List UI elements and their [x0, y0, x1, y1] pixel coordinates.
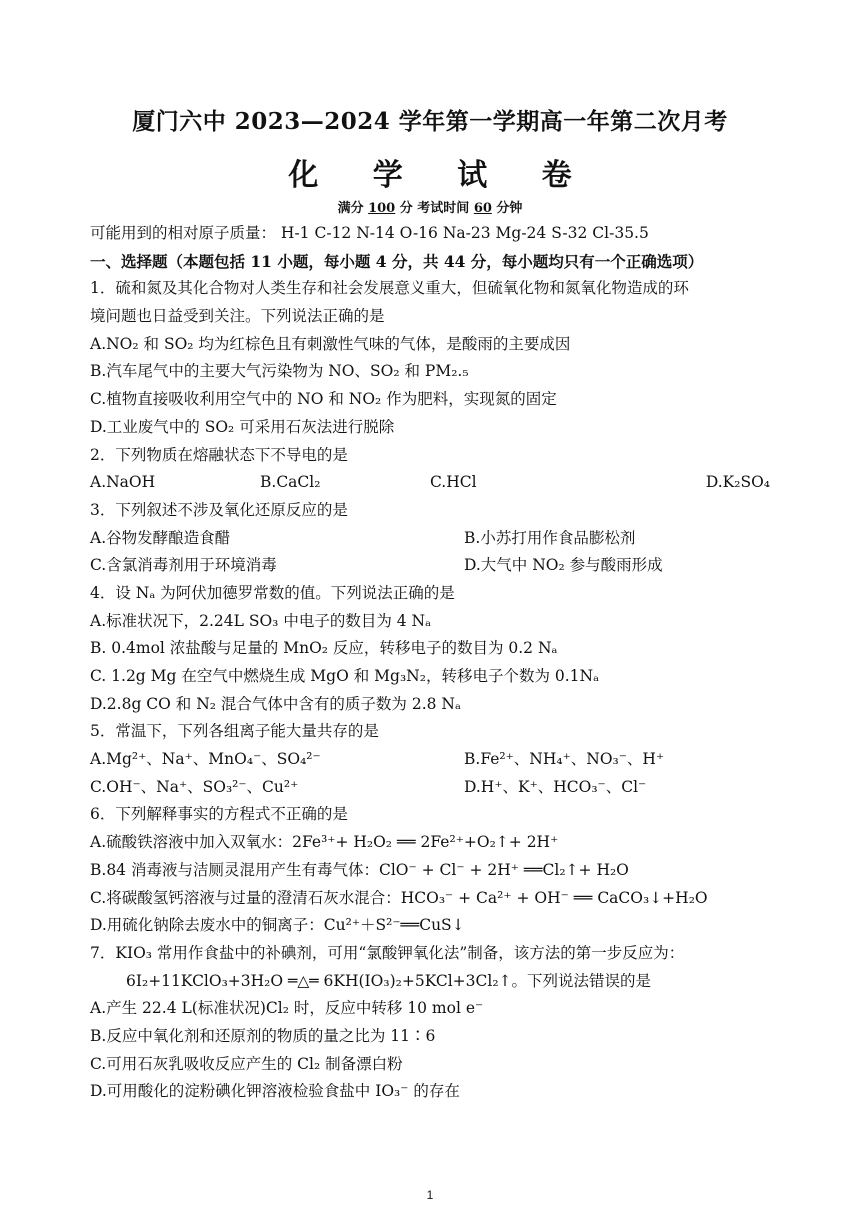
q5-option-c: C.OH⁻、Na⁺、SO₃²⁻、Cu²⁺	[90, 777, 299, 796]
q5-stem: 5．常温下，下列各组离子能大量共存的是	[90, 722, 379, 741]
q6-option-a: A.硫酸铁溶液中加入双氧水：2Fe³⁺+ H₂O₂ ══ 2Fe²⁺+O₂↑+ 2H⁺	[90, 833, 559, 852]
question-7	[90, 940, 770, 1106]
q5-option-d: D.H⁺、K⁺、HCO₃⁻、Cl⁻	[464, 777, 647, 796]
question-6	[90, 801, 770, 939]
q3-options-row2	[90, 552, 770, 580]
atomic-masses: 可能用到的相对原子质量： H-1 C-12 N-14 O-16 Na-23 Mg-24 S-32 Cl-35.5	[90, 224, 649, 242]
q5-options-row2	[90, 774, 770, 802]
meta-pre: 满分	[337, 201, 369, 216]
q4-option-c: C. 1.2g Mg 在空气中燃烧生成 MgO 和 Mg₃N₂，转移电子个数为 0.1Nₐ	[90, 667, 600, 685]
page-number: 1	[426, 1188, 434, 1202]
q3-option-d: D.大气中 NO₂ 参与酸雨形成	[464, 556, 663, 575]
meta-time: 60	[473, 201, 492, 216]
q2-option-d: D.K₂SO₄	[705, 473, 770, 492]
q6-option-c: C.将碳酸氢钙溶液与过量的澄清石灰水混合：HCO₃⁻ + Ca²⁺ + OH⁻ ══ CaCO₃↓+H₂O	[90, 888, 708, 907]
q2-options	[90, 469, 770, 497]
q2-option-a: A.NaOH	[90, 473, 156, 492]
q1-option-c: C.植物直接吸收利用空气中的 NO 和 NO₂ 作为肥料，实现氮的固定	[90, 390, 557, 409]
meta-mid: 分 考试时间	[395, 201, 474, 216]
q4-option-d: D.2.8g CO 和 N₂ 混合气体中含有的质子数为 2.8 Nₐ	[90, 694, 461, 713]
q3-stem: 3．下列叙述不涉及氧化还原反应的是	[90, 500, 348, 519]
q3-option-b: B.小苏打用作食品膨松剂	[464, 528, 636, 547]
meta-score: 100	[368, 201, 396, 216]
question-5	[90, 718, 770, 801]
q2-stem: 2．下列物质在熔融状态下不导电的是	[90, 445, 348, 464]
question-1	[90, 275, 770, 441]
q2-option-c: C.HCl	[430, 473, 477, 492]
q5-option-a: A.Mg²⁺、Na⁺、MnO₄⁻、SO₄²⁻	[90, 750, 321, 769]
q2-option-b: B.CaCl₂	[260, 473, 321, 492]
q7-stem: 7．KIO₃ 常用作食盐中的补碘剂，可用“氯酸钾氧化法”制备，该方法的第一步反应为：	[90, 943, 685, 962]
meta-post: 分钟	[491, 201, 523, 216]
q3-option-c: C.含氯消毒剂用于环境消毒	[90, 556, 277, 575]
exam-title: 厦门六中 2023—2024 学年第一学期高一年第二次月考	[132, 108, 728, 135]
q5-option-b: B.Fe²⁺、NH₄⁺、NO₃⁻、H⁺	[464, 750, 665, 769]
q5-options-row1	[90, 746, 770, 774]
q1-option-d: D.工业废气中的 SO₂ 可采用石灰法进行脱除	[90, 417, 395, 436]
q6-option-b: B.84 消毒液与洁厕灵混用产生有毒气体：ClO⁻ + Cl⁻ + 2H⁺ ══Cl₂↑+ H₂O	[90, 860, 629, 879]
q4-stem: 4．设 Nₐ 为阿伏加德罗常数的值。下列说法正确的是	[90, 583, 455, 602]
q3-options-row1	[90, 525, 770, 553]
q7-option-a: A.产生 22.4 L(标准状况)Cl₂ 时，反应中转移 10 mol e⁻	[90, 999, 484, 1018]
q7-option-b: B.反应中氧化剂和还原剂的物质的量之比为 11∶6	[90, 1026, 436, 1045]
q4-option-a: A.标准状况下，2.24L SO₃ 中电子的数目为 4 Nₐ	[90, 611, 432, 630]
q1-stem-line1: 1．硫和氮及其化合物对人类生存和社会发展意义重大，但硫氧化物和氮氧化物造成的环	[90, 279, 689, 298]
q7-option-d: D.可用酸化的淀粉碘化钾溶液检验食盐中 IO₃⁻ 的存在	[90, 1082, 460, 1101]
exam-meta	[0, 197, 860, 216]
section-heading: 一、选择题（本题包括 11 小题，每小题 4 分，共 44 分，每小题均只有一个正确选项）	[90, 251, 704, 271]
q3-option-a: A.谷物发酵酿造食醋	[90, 528, 231, 547]
q1-option-a: A.NO₂ 和 SO₂ 均为红棕色且有刺激性气味的气体，是酸雨的主要成因	[90, 334, 571, 353]
q7-equation: 6I₂+11KClO₃+3H₂O ═△═ 6KH(IO₃)₂+5KCl+3Cl₂↑。下列说法错误的是	[126, 971, 652, 990]
question-4	[90, 580, 770, 718]
question-2	[90, 442, 770, 497]
q6-option-d: D.用硫化钠除去废水中的铜离子：Cu²⁺＋S²⁻══CuS↓	[90, 916, 465, 935]
question-3	[90, 497, 770, 580]
q1-option-b: B.汽车尾气中的主要大气污染物为 NO、SO₂ 和 PM₂.₅	[90, 362, 469, 381]
q6-stem: 6．下列解释事实的方程式不正确的是	[90, 805, 348, 824]
exam-body	[90, 220, 770, 1106]
q7-option-c: C.可用石灰乳吸收反应产生的 Cl₂ 制备漂白粉	[90, 1054, 403, 1073]
q4-option-b: B. 0.4mol 浓盐酸与足量的 MnO₂ 反应，转移电子的数目为 0.2 Nₐ	[90, 639, 558, 658]
exam-subtitle: 化 学 试 卷	[288, 158, 594, 193]
q1-stem-line2: 境问题也日益受到关注。下列说法正确的是	[90, 307, 385, 326]
